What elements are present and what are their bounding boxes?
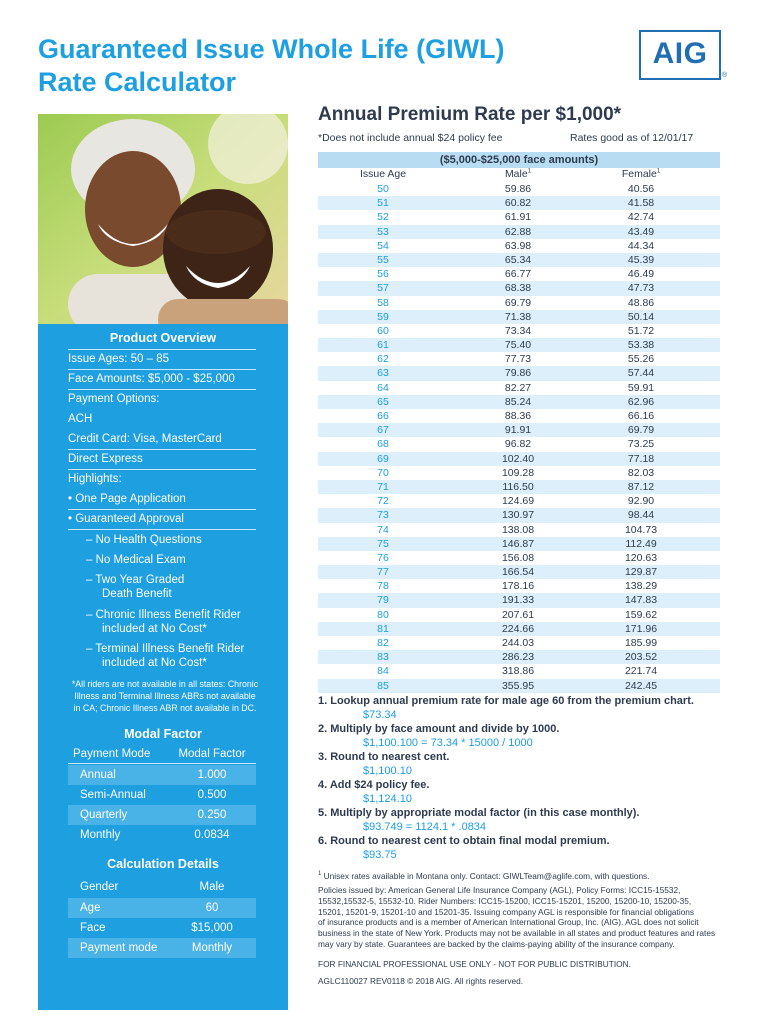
male-rate: 130.97 xyxy=(501,509,535,522)
col-issue-age: Issue Age xyxy=(359,168,407,180)
highlight-guaranteed: • Guaranteed Approval xyxy=(68,513,184,525)
male-rate: 71.38 xyxy=(504,310,532,323)
policies-disclaimer xyxy=(318,885,732,950)
female-rate: 43.49 xyxy=(627,225,655,238)
female-rate: 147.83 xyxy=(624,594,658,607)
male-rate: 73.34 xyxy=(504,324,532,337)
highlight-graded-1: – Two Year Graded xyxy=(86,574,185,586)
female-rate: 47.73 xyxy=(627,282,655,295)
overview-issue-ages: Issue Ages: 50 – 85 xyxy=(68,353,170,365)
female-rate: 82.03 xyxy=(627,466,655,479)
policy-fee-note: *Does not include annual $24 policy fee xyxy=(318,132,503,144)
rate-table-title: Annual Premium Rate per $1,000* xyxy=(318,104,622,125)
male-rate: 116.50 xyxy=(502,480,534,493)
highlight-graded-2: Death Benefit xyxy=(102,588,172,600)
male-rate: 207.61 xyxy=(501,608,535,621)
male-rate: 69.79 xyxy=(504,296,532,309)
issue-age: 76 xyxy=(377,551,389,564)
issue-age: 50 xyxy=(377,183,389,195)
male-rate: 85.24 xyxy=(504,395,532,408)
issue-age: 61 xyxy=(377,339,389,352)
couple-photo xyxy=(38,114,288,324)
male-rate: 79.86 xyxy=(504,367,532,380)
female-rate: 50.14 xyxy=(627,310,655,323)
step-text: 1. Lookup annual premium rate for male age 60 from the premium chart. xyxy=(318,695,694,707)
col-female xyxy=(601,168,681,180)
table-row xyxy=(68,898,256,918)
table-row xyxy=(318,523,720,537)
modal-factor-heading: Modal Factor xyxy=(124,727,202,741)
female-rate: 171.96 xyxy=(624,622,658,635)
calc-label: Gender xyxy=(80,881,119,893)
calc-label: Age xyxy=(80,902,101,914)
female-rate: 40.56 xyxy=(627,183,655,195)
female-rate: 77.18 xyxy=(627,452,655,465)
divider xyxy=(68,509,256,510)
male-rate: 60.82 xyxy=(504,197,532,210)
table-row xyxy=(318,537,720,551)
divider xyxy=(68,349,256,350)
female-rate: 42.74 xyxy=(627,211,655,224)
male-rate: 286.23 xyxy=(501,651,535,664)
female-rate: 46.49 xyxy=(627,268,655,281)
male-rate: 82.27 xyxy=(504,381,532,394)
overview-direct-express: Direct Express xyxy=(68,453,143,465)
table-row xyxy=(68,785,256,805)
divider xyxy=(68,449,256,450)
document-code: AGLC110027 REV0118 © 2018 AIG. All rights reserved. xyxy=(318,976,524,986)
registered-mark: ® xyxy=(722,72,728,79)
step-text: 4. Add $24 policy fee. xyxy=(318,779,430,791)
table-row xyxy=(318,196,720,210)
table-row xyxy=(318,551,720,565)
policies-line: of insurance products and is a member of American International Group, Inc. (AIG). AGL does not solicit xyxy=(318,917,699,928)
male-rate: 166.54 xyxy=(501,566,535,579)
female-rate: 73.25 xyxy=(627,438,655,451)
rate-column-headers xyxy=(318,168,720,182)
issue-age: 55 xyxy=(377,253,389,266)
issue-age: 77 xyxy=(377,566,389,579)
issue-age: 66 xyxy=(377,410,389,422)
issue-age: 54 xyxy=(377,239,389,252)
policies-line: 15201, 15201-9, 15201-10 and 15201-35. Issuing company AGL is responsible for financial obligations xyxy=(318,906,695,917)
table-row xyxy=(318,664,720,678)
female-rate: 221.74 xyxy=(624,665,658,678)
modal-mode: Semi-Annual xyxy=(80,789,146,801)
female-rate: 159.62 xyxy=(624,608,658,621)
table-row xyxy=(318,466,720,480)
title-line-2: Rate Calculator xyxy=(38,67,237,97)
issue-age: 63 xyxy=(377,367,389,380)
issue-age: 81 xyxy=(377,622,389,635)
sidebar-panel xyxy=(38,324,288,1010)
table-row xyxy=(318,409,720,423)
col-female-label: Female xyxy=(621,168,657,180)
issue-age: 78 xyxy=(377,580,389,593)
female-rate: 129.87 xyxy=(624,566,658,579)
male-rate: 88.36 xyxy=(504,410,532,422)
footnote-marker: 1 xyxy=(656,168,661,175)
male-rate: 318.86 xyxy=(501,665,535,678)
issue-age: 80 xyxy=(377,608,389,621)
step-text: 5. Multiply by appropriate modal factor (in this case monthly). xyxy=(318,807,640,819)
issue-age: 83 xyxy=(377,651,389,664)
male-rate: 109.28 xyxy=(501,466,535,479)
male-rate: 156.08 xyxy=(501,551,535,564)
female-rate: 66.16 xyxy=(627,410,655,422)
modal-mode: Annual xyxy=(80,769,116,781)
male-rate: 138.08 xyxy=(501,523,535,536)
table-row xyxy=(318,267,720,281)
modal-col-mode: Payment Mode xyxy=(73,748,151,760)
table-row xyxy=(318,437,720,451)
male-rate: 61.91 xyxy=(504,211,532,224)
face-amount-band: ($5,000-$25,000 face amounts) xyxy=(318,152,720,168)
table-row xyxy=(318,352,720,366)
riders-note-line: *All riders are not available in all states: Chronic xyxy=(71,679,259,689)
modal-factor-header-row xyxy=(68,744,256,764)
table-row xyxy=(318,593,720,607)
calc-value: $15,000 xyxy=(191,922,233,934)
table-row xyxy=(318,225,720,239)
page-title xyxy=(38,33,598,99)
overview-face-amounts: Face Amounts: $5,000 - $25,000 xyxy=(68,373,235,385)
male-rate: 75.40 xyxy=(504,339,532,352)
step-text: 3. Round to nearest cent. xyxy=(318,751,450,763)
table-row xyxy=(318,494,720,508)
professional-use-note: FOR FINANCIAL PROFESSIONAL USE ONLY - NOT FOR PUBLIC DISTRIBUTION. xyxy=(318,959,631,969)
issue-age: 64 xyxy=(377,381,389,394)
riders-note xyxy=(58,678,272,714)
issue-age: 75 xyxy=(377,537,389,550)
step-value: $1,124.10 xyxy=(363,793,412,805)
step-value: $93.749 = 1124.1 * .0834 xyxy=(363,821,487,833)
table-row xyxy=(318,281,720,295)
riders-note-line: Illness and Terminal Illness ABRs not available xyxy=(74,691,256,701)
rate-table-body xyxy=(318,182,720,693)
title-line-1: Guaranteed Issue Whole Life (GIWL) xyxy=(38,34,505,64)
table-row xyxy=(318,253,720,267)
issue-age: 51 xyxy=(377,197,389,210)
female-rate: 203.52 xyxy=(624,651,658,664)
table-row xyxy=(318,239,720,253)
male-rate: 146.87 xyxy=(501,537,535,550)
issue-age: 82 xyxy=(377,637,389,649)
table-row xyxy=(318,636,720,650)
step-value: $1,100.10 xyxy=(363,765,412,777)
col-male xyxy=(478,168,558,180)
divider xyxy=(68,369,256,370)
calc-label: Face xyxy=(80,922,106,934)
unisex-text: Unisex rates available in Montana only. Contact: GIWLTeam@aglife.com, with questions. xyxy=(323,870,650,881)
riders-note-line: in CA; Chronic Illness ABR not available in DC. xyxy=(73,703,257,713)
policies-line: business in the state of New York. Products may not be available in all states and product features and rates xyxy=(318,928,716,939)
issue-age: 65 xyxy=(377,395,389,408)
modal-factor-value: 0.0834 xyxy=(194,829,230,841)
modal-factor-value: 1.000 xyxy=(197,769,227,781)
female-rate: 41.58 xyxy=(627,197,655,210)
male-rate: 96.82 xyxy=(504,438,532,451)
table-row xyxy=(318,679,720,693)
table-row xyxy=(318,310,720,324)
male-rate: 59.86 xyxy=(504,183,532,195)
male-rate: 66.77 xyxy=(504,268,532,281)
table-row xyxy=(318,650,720,664)
col-male-label: Male xyxy=(504,168,528,180)
female-rate: 104.73 xyxy=(624,523,658,536)
calc-value: Monthly xyxy=(191,942,233,954)
table-row xyxy=(68,825,256,845)
step-value: $93.75 xyxy=(363,849,397,861)
table-row xyxy=(318,296,720,310)
modal-col-factor: Modal Factor xyxy=(178,748,246,760)
table-row xyxy=(318,381,720,395)
rates-date: Rates good as of 12/01/17 xyxy=(570,132,694,144)
calc-label: Payment mode xyxy=(80,942,158,954)
issue-age: 59 xyxy=(377,310,389,323)
male-rate: 244.03 xyxy=(501,637,535,649)
issue-age: 74 xyxy=(377,523,389,536)
table-row xyxy=(318,395,720,409)
male-rate: 178.16 xyxy=(501,580,535,593)
female-rate: 59.91 xyxy=(627,381,655,394)
issue-age: 67 xyxy=(377,424,389,437)
table-row xyxy=(318,182,720,196)
table-row xyxy=(318,608,720,622)
highlight-terminal-1: – Terminal Illness Benefit Rider xyxy=(86,643,245,655)
male-rate: 224.66 xyxy=(501,622,535,635)
modal-factor-value: 0.250 xyxy=(197,809,227,821)
male-rate: 102.40 xyxy=(501,452,535,465)
calc-value: Male xyxy=(199,881,225,893)
table-row xyxy=(318,366,720,380)
table-row xyxy=(318,452,720,466)
issue-age: 73 xyxy=(377,509,389,522)
divider xyxy=(68,389,256,390)
table-row xyxy=(318,338,720,352)
overview-ach: ACH xyxy=(68,413,93,425)
step-value: $73.34 xyxy=(363,709,397,721)
highlight-one-page: • One Page Application xyxy=(68,493,186,505)
table-row xyxy=(318,210,720,224)
policies-line: Policies issued by: American General Life Insurance Company (AGL), Policy Forms: ICC15-15532, xyxy=(318,885,681,895)
issue-age: 84 xyxy=(377,665,389,678)
female-rate: 48.86 xyxy=(627,296,655,309)
female-rate: 53.38 xyxy=(627,339,655,352)
issue-age: 52 xyxy=(377,211,389,224)
female-rate: 62.96 xyxy=(627,395,655,408)
male-rate: 124.69 xyxy=(501,495,535,508)
policies-line: may vary by state. Guarantees are backed by the claims-paying ability of the insurance company. xyxy=(318,938,675,949)
calc-value: 60 xyxy=(205,902,219,914)
highlight-terminal-2: included at No Cost* xyxy=(102,657,207,669)
highlight-chronic-1: – Chronic Illness Benefit Rider xyxy=(86,609,241,621)
male-rate: 63.98 xyxy=(504,239,532,252)
calculation-steps xyxy=(318,694,738,862)
issue-age: 71 xyxy=(377,480,389,493)
table-row xyxy=(68,918,256,938)
male-rate: 191.33 xyxy=(501,594,535,607)
modal-factor-value: 0.500 xyxy=(197,789,227,801)
female-rate: 242.45 xyxy=(624,679,658,692)
footnote-marker: 1 xyxy=(527,168,532,175)
female-rate: 185.99 xyxy=(624,637,658,649)
male-rate: 77.73 xyxy=(504,353,532,366)
table-row xyxy=(318,565,720,579)
modal-mode: Monthly xyxy=(80,829,121,841)
table-row xyxy=(68,805,256,825)
divider xyxy=(68,469,256,470)
issue-age: 56 xyxy=(377,268,389,281)
footnote-marker: 1 xyxy=(318,871,322,877)
table-row xyxy=(318,480,720,494)
overview-payment-options: Payment Options: xyxy=(68,393,160,405)
female-rate: 92.90 xyxy=(627,495,655,508)
modal-mode: Quarterly xyxy=(80,809,128,821)
table-row xyxy=(68,765,256,785)
step-value: $1,100.100 = 73.34 * 15000 / 1000 xyxy=(363,737,533,749)
female-rate: 138.29 xyxy=(624,580,658,593)
table-row xyxy=(318,324,720,338)
issue-age: 72 xyxy=(377,495,389,508)
male-rate: 68.38 xyxy=(504,282,532,295)
issue-age: 69 xyxy=(377,452,389,465)
issue-age: 60 xyxy=(377,324,389,337)
male-rate: 65.34 xyxy=(504,253,532,266)
issue-age: 85 xyxy=(377,679,389,692)
step-text: 2. Multiply by face amount and divide by 1000. xyxy=(318,723,560,735)
female-rate: 57.44 xyxy=(627,367,655,380)
male-rate: 62.88 xyxy=(504,225,532,238)
calculation-details-heading: Calculation Details xyxy=(107,857,219,871)
policies-line: 15532,15532-5, 15532-10. Rider Numbers: ICC15-15200, ICC15-15201, 15200, 15200-10, 15200-35, xyxy=(318,895,692,906)
female-rate: 112.49 xyxy=(625,537,657,550)
overview-highlights: Highlights: xyxy=(68,473,122,485)
female-rate: 69.79 xyxy=(627,424,655,437)
issue-age: 70 xyxy=(377,466,389,479)
issue-age: 68 xyxy=(377,438,389,451)
table-row xyxy=(318,579,720,593)
table-row xyxy=(318,508,720,522)
issue-age: 57 xyxy=(377,282,389,295)
female-rate: 55.26 xyxy=(627,353,655,366)
table-row xyxy=(318,423,720,437)
issue-age: 53 xyxy=(377,225,389,238)
female-rate: 87.12 xyxy=(627,480,655,493)
female-rate: 45.39 xyxy=(627,253,655,266)
highlight-no-health: – No Health Questions xyxy=(86,534,202,546)
issue-age: 58 xyxy=(377,296,389,309)
table-row xyxy=(318,622,720,636)
table-row xyxy=(68,938,256,958)
male-rate: 355.95 xyxy=(501,679,535,692)
issue-age: 79 xyxy=(377,594,389,607)
female-rate: 98.44 xyxy=(627,509,655,522)
female-rate: 120.63 xyxy=(624,551,658,564)
male-rate: 91.91 xyxy=(504,424,532,437)
unisex-footnote xyxy=(318,869,732,882)
overview-credit-card: Credit Card: Visa, MasterCard xyxy=(68,433,222,445)
female-rate: 44.34 xyxy=(627,239,655,252)
highlight-no-exam: – No Medical Exam xyxy=(86,554,186,566)
divider xyxy=(68,529,256,530)
issue-age: 62 xyxy=(377,353,389,366)
step-text: 6. Round to nearest cent to obtain final modal premium. xyxy=(318,835,610,847)
highlight-chronic-2: included at No Cost* xyxy=(102,623,207,635)
female-rate: 51.72 xyxy=(627,324,655,337)
table-row xyxy=(68,877,256,897)
aig-logo: AIG xyxy=(639,30,721,80)
product-overview-heading: Product Overview xyxy=(109,331,217,345)
